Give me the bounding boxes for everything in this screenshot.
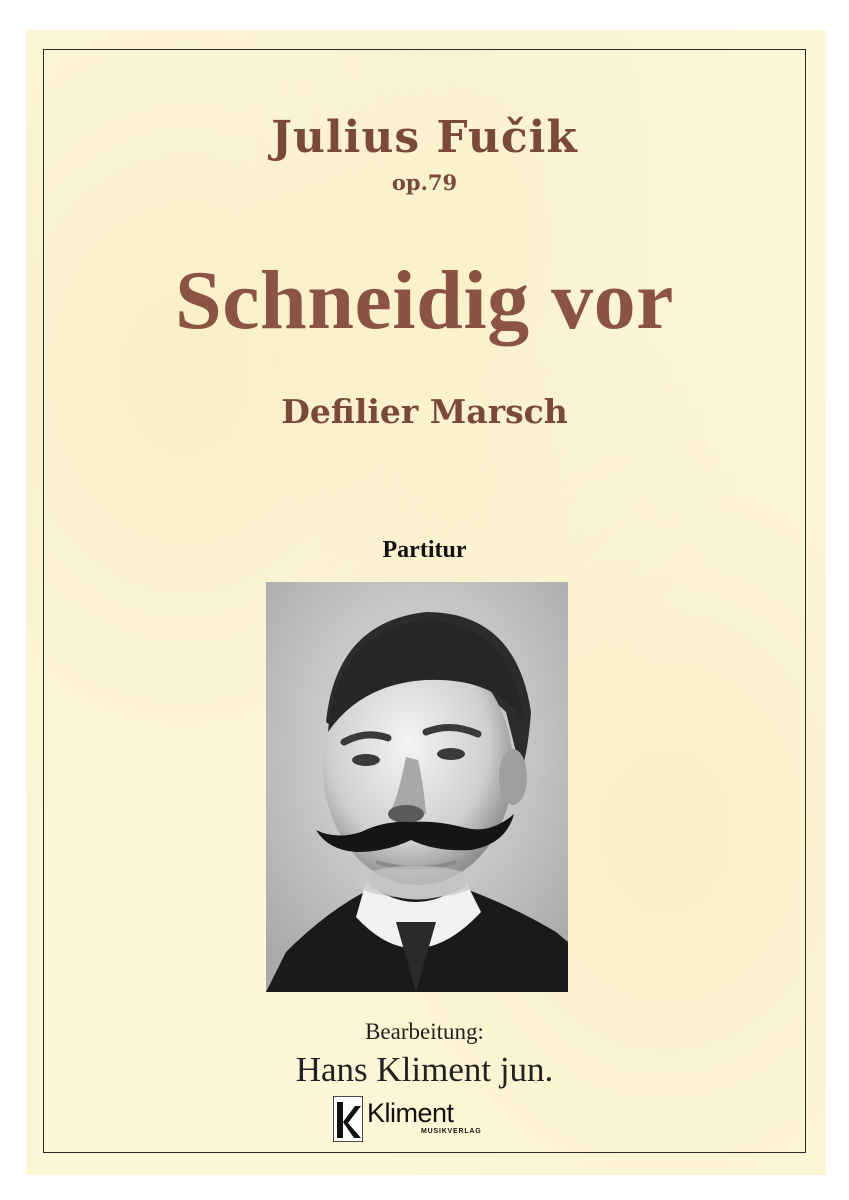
kliment-k-icon <box>333 1096 363 1142</box>
composer-name: Julius Fučik <box>271 112 578 163</box>
arrangement-label: Bearbeitung: <box>365 1019 484 1044</box>
opus-number: op.79 <box>391 170 458 195</box>
publisher-logo <box>333 1096 533 1146</box>
edition-label: Partitur <box>382 537 467 563</box>
work-title: Schneidig vor <box>175 254 674 347</box>
publisher-tagline: MUSIKVERLAG <box>421 1128 482 1135</box>
work-subtitle: Defilier Marsch <box>281 392 568 431</box>
arranger-name: Hans Kliment jun. <box>295 1050 554 1089</box>
publisher-name: Kliment <box>367 1098 454 1128</box>
composer-portrait-image <box>266 582 568 992</box>
